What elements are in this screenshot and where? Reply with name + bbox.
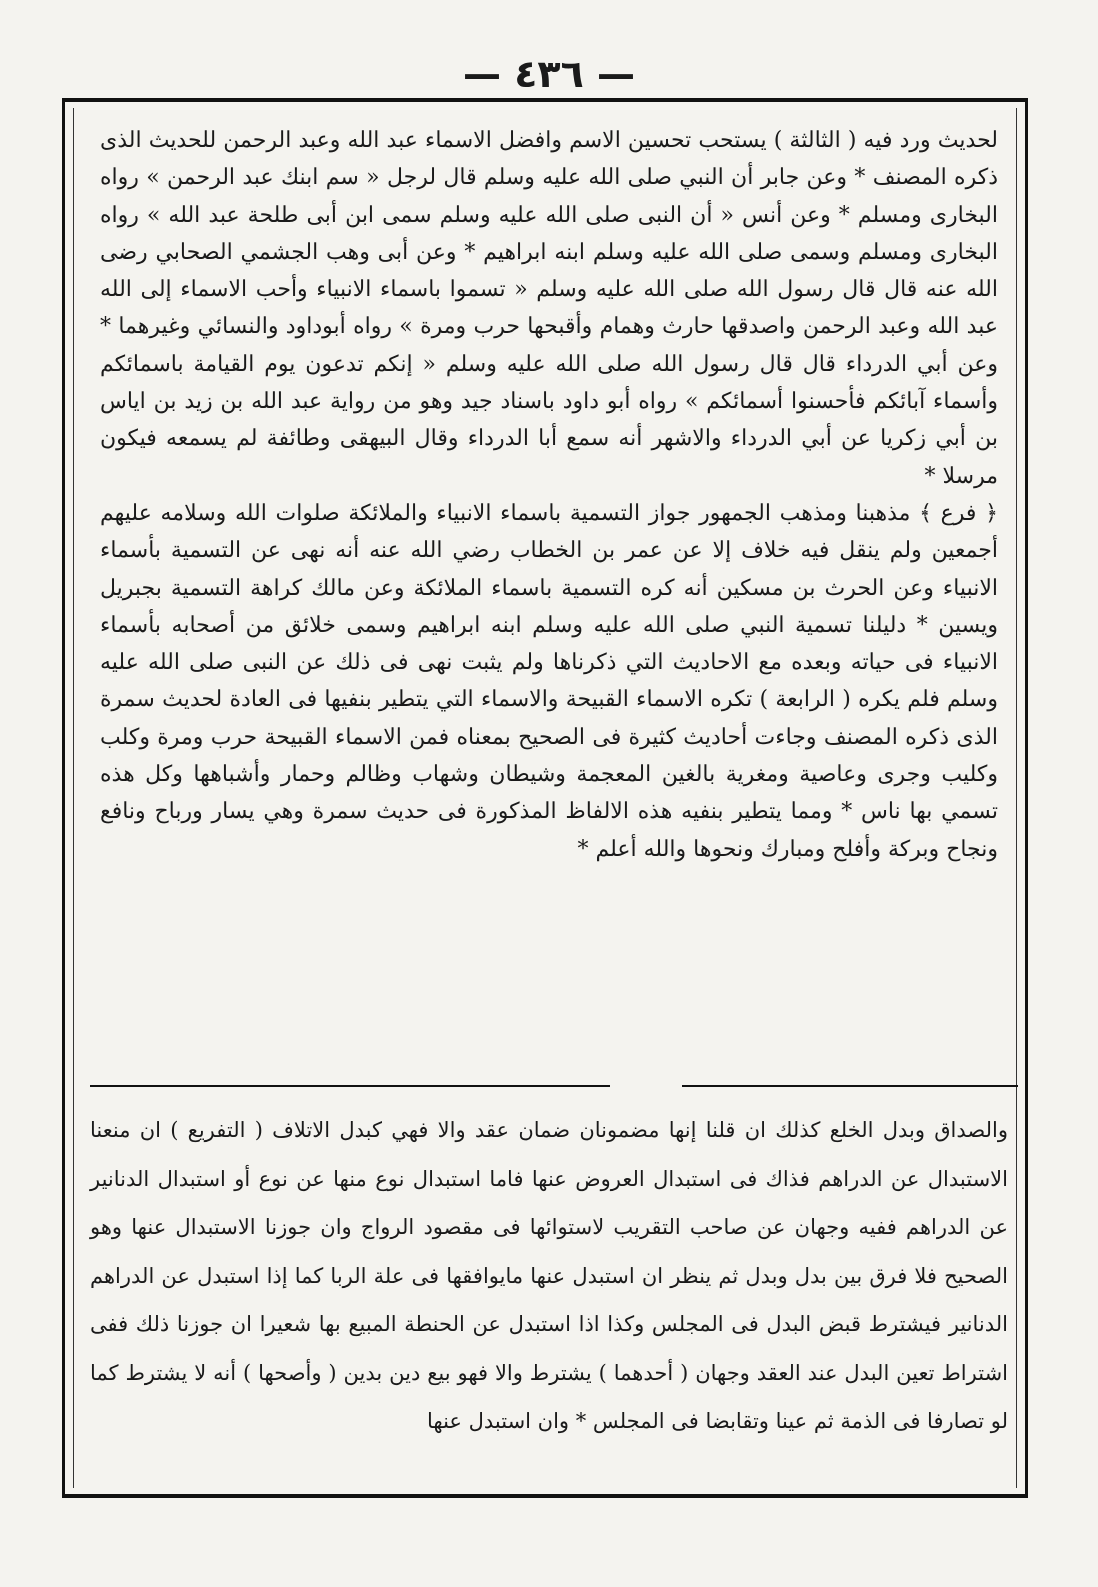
main-paragraph: ﴿ فرع ﴾ مذهبنا ومذهب الجمهور جواز التسمية باسماء الانبياء والملائكة صلوات الله وسلامه عليهم أجمعين ولم ينقل فيه خلاف إلا عن عمر بن الخطاب رضي الله عنه أنه نهى عن التسمية بأسماء الانبياء وعن الحرث بن مسكين أنه كره التسمية باسماء الملائكة وعن مالك كراهة التسمية بجبريل ويسين * دليلنا تسمية النبي صلى الله عليه وسلم ابنه ابراهيم وسمى خلائق من أصحابه بأسماء الانبياء فى حياته وبعده مع الاحاديث التي ذكرناها ولم يثبت نهى فى ذلك عن النبى صلى الله عليه وسلم فلم يكره ( الرابعة ) تكره الاسماء القبيحة والاسماء التي يتطير بنفيها فى العادة لحديث سمرة الذى ذكره المصنف وجاءت أحاديث كثيرة فى الصحيح بمعناه فمن الاسماء القبيحة حرب ومرة وكلب وكليب وجرى وعاصية ومغرية بالغين المعجمة وشيطان وشهاب وظالم وحمار وأشباهها وكل هذه تسمي بها ناس * ومما يتطير بنفيه هذه الالفاظ المذكورة فى حديث سمرة وهي يسار ورباح ونافع ونجاح وبركة وأفلح ومبارك ونحوها والله أعلم * xyxy=(100,500,998,862)
main-text-block xyxy=(100,122,998,868)
section-divider xyxy=(90,1085,610,1087)
section-divider xyxy=(682,1085,1018,1087)
page-number: — ٤٣٦ — xyxy=(462,52,636,96)
main-paragraph: لحديث ورد فيه ( الثالثة ) يستحب تحسين الاسم وافضل الاسماء عبد الله وعبد الرحمن للحديث الذى ذكره المصنف * وعن جابر أن النبي صلى الله عليه وسلم قال لرجل « سم ابنك عبد الرحمن » رواه البخارى ومسلم * وعن أنس « أن النبى صلى الله عليه وسلم سمى ابن أبى طلحة عبد الله » رواه البخارى ومسلم وسمى صلى الله عليه وسلم ابنه ابراهيم * وعن أبى وهب الجشمي الصحابي رضى الله عنه قال قال رسول الله صلى الله عليه وسلم « تسموا باسماء الانبياء وأحب الاسماء إلى الله عبد الله وعبد الرحمن واصدقها حارث وهمام وأقبحها حرب ومرة » رواه أبوداود والنسائي وغيرهما * وعن أبي الدرداء قال قال رسول الله صلى الله عليه وسلم « إنكم تدعون يوم القيامة باسمائكم وأسماء آبائكم فأحسنوا أسمائكم » رواه أبو داود باسناد جيد وهو من رواية عبد الله بن زيد بن اياس بن أبي زكريا عن أبي الدرداء والاشهر أنه سمع أبا الدرداء وقال البيهقى وطائفة لم يسمعه فيكون مرسلا * xyxy=(100,128,998,489)
commentary-block xyxy=(90,1106,1008,1446)
commentary-paragraph: والصداق وبدل الخلع كذلك ان قلنا إنها مضمونان ضمان عقد والا فهي كبدل الاتلاف ( التفريع ) ان منعنا الاستبدال عن الدراهم فذاك فى استبدال العروض عنها فاما استبدال نوع منها عن نوع أو استبدال الدنانير عن الدراهم ففيه وجهان عن صاحب التقريب لاستوائها فى مقصود الرواج وان جوزنا الاستبدال عنها وهو الصحيح فلا فرق بين بدل وبدل ثم ينظر ان استبدل عنها مايوافقها فى علة الربا كما إذا استبدل عن الدراهم الدنانير فيشترط قبض البدل فى المجلس وكذا اذا استبدل عن الحنطة المبيع بها شعيرا ان جوزنا ذلك ففى اشتراط تعين البدل عند العقد وجهان ( أحدهما ) يشترط والا فهو بيع دين بدين ( وأصحها ) أنه لا يشترط كما لو تصارفا فى الذمة ثم عينا وتقابضا فى المجلس * وان استبدل عنها xyxy=(90,1118,1008,1433)
